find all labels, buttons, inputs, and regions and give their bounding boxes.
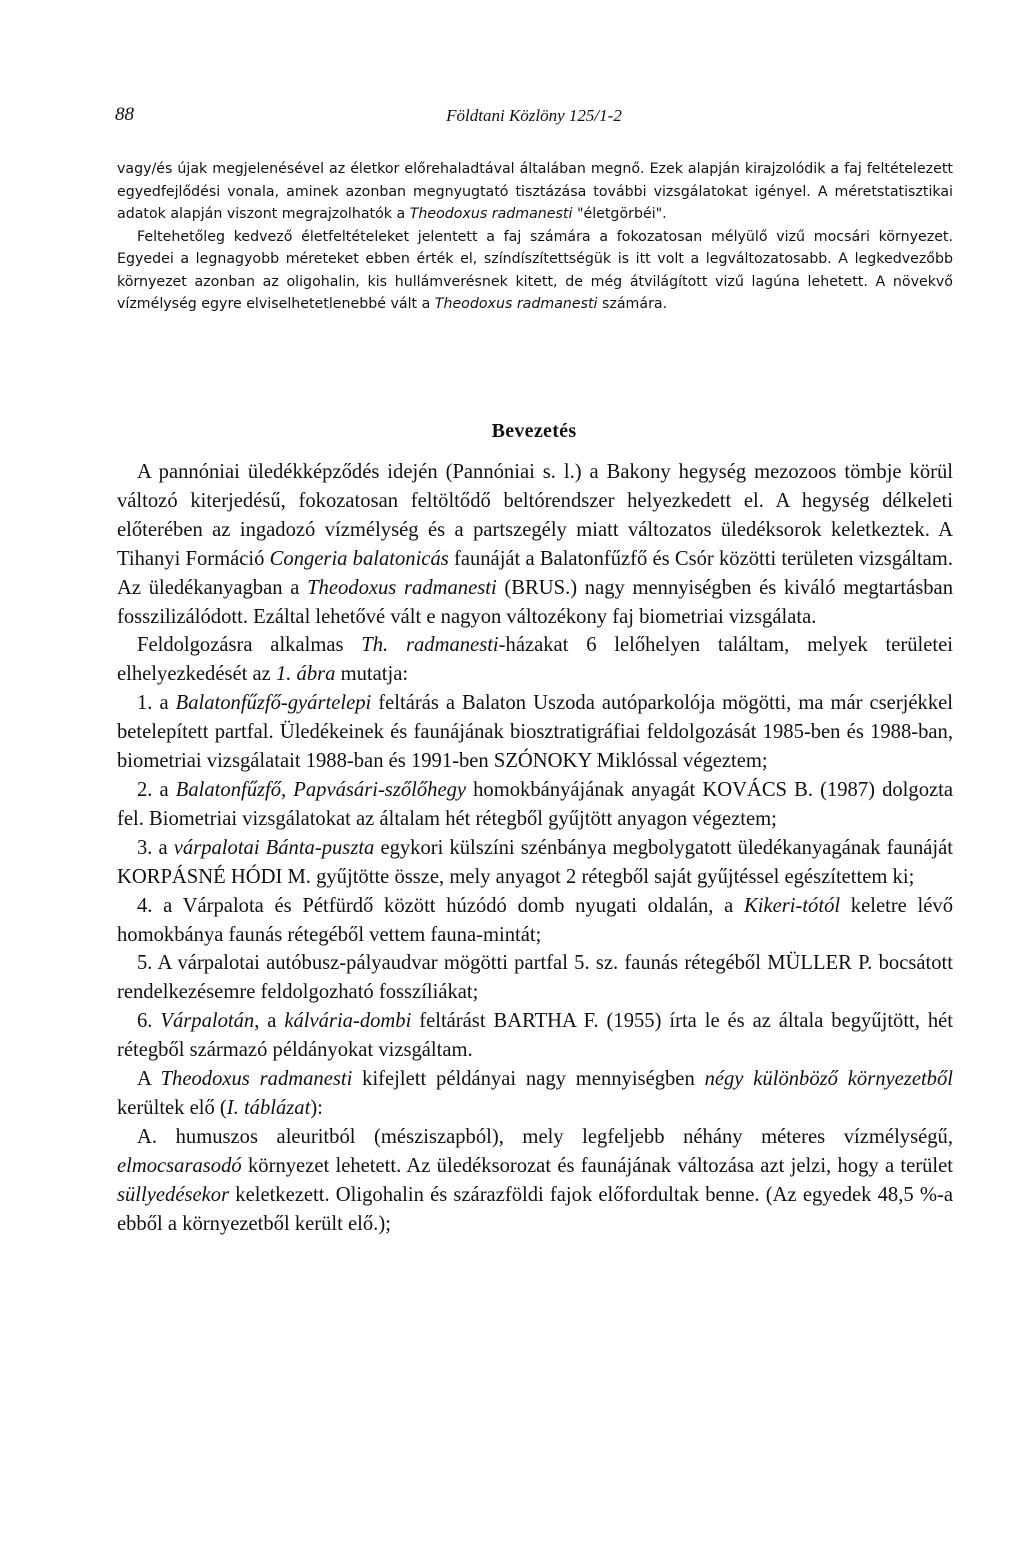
abstract-paragraph — [117, 158, 953, 226]
text-run: 3. a — [137, 836, 174, 859]
italic-text-run: Balatonfűzfő, Papvásári-szőlőhegy — [175, 778, 467, 801]
body-paragraph — [117, 834, 953, 892]
text-run: feltárás a Balaton Uszoda autóparkolója mögötti, ma már cserjékkel betelepített partfal. Üledékeinek és faunájának biosztratigráfiai feldolgozását 1985-ben és 1988-ban, biometriai vizsgálatait 1988-ban és 1991-ben SZÓNOKY Miklóssal végeztem; — [117, 692, 954, 773]
body-paragraph — [117, 1123, 953, 1239]
italic-text-run: Várpalotán — [160, 1010, 255, 1033]
page-header — [115, 104, 953, 134]
text-run: 6. — [137, 1010, 161, 1033]
italic-text-run: négy különböző környezetből — [704, 1068, 953, 1091]
journal-title: Földtani Közlöny 125/1-2 — [446, 106, 622, 125]
text-run: keletkezett. Oligohalin és szárazföldi fajok előfordultak benne. (Az egyedek 48,5 %-a ebből a környezetből került elő.); — [117, 1183, 953, 1235]
text-run: , a — [254, 1010, 285, 1033]
body-paragraph — [117, 1007, 953, 1065]
italic-text-run: elmocsarasodó — [117, 1154, 242, 1177]
italic-text-run: Theodoxus radmanesti — [160, 1068, 353, 1091]
text-run: kerültek elő ( — [117, 1096, 227, 1119]
text-run: feltárást BARTHA F. (1955) írta le és az általa begyűjtött, hét rétegből származó példányokat vizsgáltam. — [117, 1010, 954, 1062]
italic-text-run: Theodoxus radmanesti — [307, 576, 497, 599]
body-paragraph — [117, 892, 953, 950]
italic-text-run: Theodoxus radmanesti — [434, 296, 598, 312]
text-run: 1. a — [137, 692, 176, 715]
text-run: mutatja: — [335, 663, 409, 686]
text-run: Feldolgozásra alkalmas — [137, 634, 362, 657]
italic-text-run: kálvária-dombi — [284, 1010, 412, 1033]
italic-text-run: Theodoxus radmanesti — [409, 206, 573, 222]
text-run: 2. a — [137, 778, 176, 801]
text-run: Feltehetőleg kedvező életfeltételeket jelentett a faj számára a fokozatosan mélyülő vizű mocsári környezet. Egyedei a legnagyobb méreteket ebben érték el, színdíszítettségük is itt volt a legváltozatosabb. A legkedvezőbb környezet azonban az oligohalin, kis hullámverésnek kitett, de még átvilágított vizű lagúna lehetett. A növekvő vízmélység egyre elviselhetetlenebbé vált a — [117, 228, 953, 312]
italic-text-run: 1. ábra — [275, 663, 336, 686]
italic-text-run: süllyedésekor — [117, 1183, 230, 1206]
italic-text-run: Congeria balatonicás — [269, 547, 449, 570]
italic-text-run: I. táblázat — [226, 1096, 311, 1119]
italic-text-run: Th. radmanesti — [361, 634, 499, 657]
body-paragraph — [117, 776, 953, 834]
text-run: számára. — [597, 296, 668, 312]
body-paragraph — [117, 949, 953, 1007]
body-paragraph — [117, 689, 953, 776]
body-paragraph — [117, 1065, 953, 1123]
text-run: A pannóniai üledékképződés idején (Pannóniai s. l.) a Bakony hegység mezozoos tömbje körül változó kiterjedésű, fokozatosan feltöltődő beltórendszer helyezkedett el. A hegység délkeleti előterében az ingadozó vízmélység és a partszegély miatt változatos üledéksorok keletkeztek. A Tihanyi Formáció — [117, 461, 953, 570]
page-number: 88 — [115, 104, 134, 125]
text-run: keletre lévő homokbánya faunás rétegéből vettem fauna-mintát; — [117, 894, 953, 946]
body-text — [117, 458, 953, 1238]
section-heading: Bevezetés — [491, 420, 577, 442]
text-run: 4. a Várpalota és Pétfürdő között húzódó domb nyugati oldalán, a — [137, 894, 744, 917]
body-paragraph — [117, 458, 953, 631]
text-run: A. humuszos aleuritból (mésziszapból), mely legfeljebb néhány méteres vízmélységű, — [137, 1125, 953, 1148]
abstract-paragraph — [117, 226, 953, 316]
text-run: -házakat 6 lelőhelyen találtam, melyek területei elhelyezkedését az — [117, 634, 953, 686]
italic-text-run: várpalotai Bánta-puszta — [173, 836, 375, 859]
text-run: egykori külszíni szénbánya megbolygatott üledékanyagának faunáját KORPÁSNÉ HÓDI M. gyűjtötte össze, mely anyagot 2 rétegből saját gyűjtéssel egészítettem ki; — [117, 836, 953, 888]
text-run: (BRUS.) nagy mennyiségben és kiváló megtartásban fosszilizálódott. Ezáltal lehetővé vált e nagyon változékony faj biometriai vizsgálata. — [117, 576, 953, 628]
italic-text-run: Kikeri-tótól — [744, 894, 841, 917]
body-paragraph — [117, 631, 953, 689]
text-run: homokbányájának anyagát KOVÁCS B. (1987) dolgozta fel. Biometriai vizsgálatokat az általam hét rétegből gyűjtött anyagon végeztem; — [117, 778, 953, 830]
abstract-section — [117, 158, 953, 316]
text-run: faunáját a Balatonfűzfő és Csór közötti területen vizsgáltam. Az üledékanyagban a — [117, 547, 953, 599]
text-run: kifejlett példányai nagy mennyiségben — [352, 1068, 705, 1091]
text-run: 5. A várpalotai autóbusz-pályaudvar mögötti partfal 5. sz. faunás rétegéből MÜLLER P. bocsátott rendelkezésemre feldolgozható fosszíliákat; — [117, 952, 953, 1004]
text-run: ): — [310, 1096, 323, 1119]
italic-text-run: Balatonfűzfő-gyártelepi — [175, 692, 372, 715]
text-run: "életgörbéi". — [572, 206, 667, 222]
text-run: vagy/és újak megjelenésével az életkor előrehaladtával általában megnő. Ezek alapján kirajzolódik a faj feltételezett egyedfejlődési vonala, aminek azonban megnyugtató tisztázása további vizsgálatokat igényel. A méretstatisztikai adatok alapján viszont megrajzolhatók a — [117, 161, 953, 222]
text-run: környezet lehetett. Az üledéksorozat és faunájának változása azt jelzi, hogy a terület — [241, 1154, 953, 1177]
text-run: A — [137, 1068, 161, 1091]
